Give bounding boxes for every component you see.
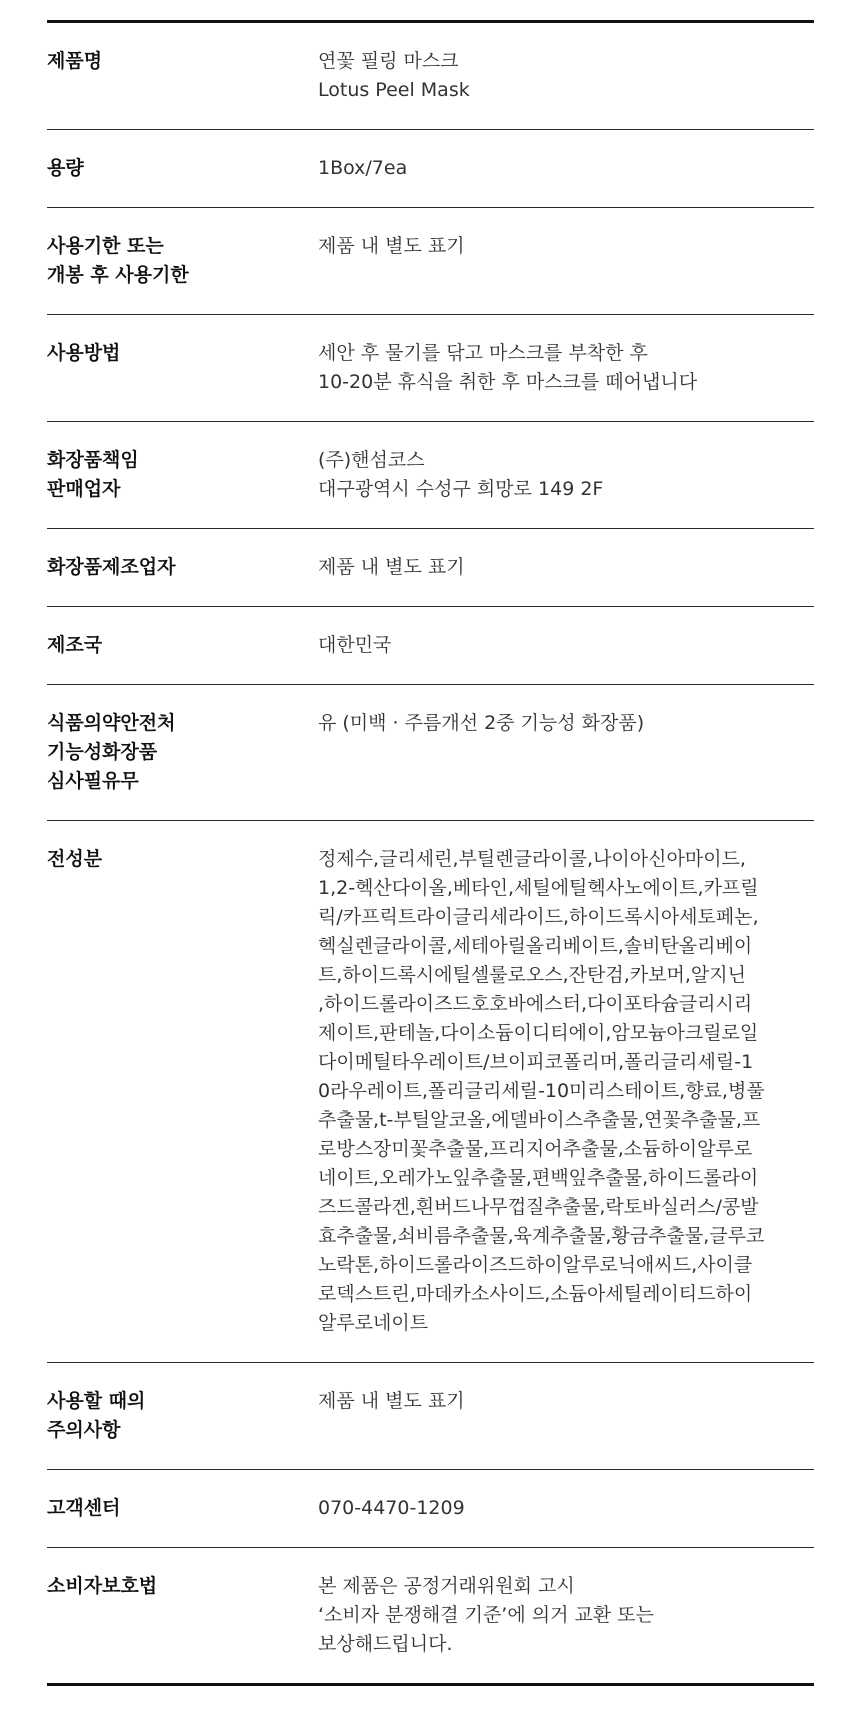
row-label: 사용방법 <box>47 342 121 364</box>
row-responsible-seller <box>47 421 814 528</box>
row-manufacturer <box>47 528 814 606</box>
row-functional-review <box>47 684 814 820</box>
row-precautions <box>47 1362 814 1469</box>
row-label: 소비자보호법 <box>47 1575 158 1597</box>
row-value: 대한민국 <box>318 634 392 656</box>
row-label: 용량 <box>47 157 84 179</box>
row-value: 세안 후 물기를 닦고 마스크를 부착한 후 10-20분 휴식을 취한 후 마스크를 떼어냅니다 <box>318 342 698 393</box>
row-value: 제품 내 별도 표기 <box>318 556 465 578</box>
row-value: 본 제품은 공정거래위원회 고시 ‘소비자 분쟁해결 기준’에 의거 교환 또는 보상해드립니다. <box>318 1575 654 1655</box>
row-customer-center <box>47 1469 814 1547</box>
row-label: 사용할 때의 주의사항 <box>47 1390 146 1441</box>
row-value: 1Box/7ea <box>318 157 408 179</box>
row-label: 화장품책임 판매업자 <box>47 449 139 500</box>
row-volume <box>47 129 814 207</box>
row-label: 화장품제조업자 <box>47 556 176 578</box>
row-expiry <box>47 207 814 314</box>
row-usage <box>47 314 814 421</box>
row-value: 연꽃 필링 마스크 Lotus Peel Mask <box>318 50 470 101</box>
row-value: 제품 내 별도 표기 <box>318 1390 465 1412</box>
product-info-table <box>47 20 814 1686</box>
row-value: (주)핸섬코스 대구광역시 수성구 희망로 149 2F <box>318 449 604 500</box>
customer-phone: 070-4470-1209 <box>318 1497 465 1519</box>
row-product-name <box>47 23 814 129</box>
row-label: 제조국 <box>47 634 103 656</box>
row-country <box>47 606 814 684</box>
row-consumer-protection <box>47 1547 814 1683</box>
row-label: 식품의약안전처 기능성화장품 심사필유무 <box>47 712 176 792</box>
row-value: 유 (미백 · 주름개선 2중 기능성 화장품) <box>318 712 645 734</box>
row-ingredients <box>47 820 814 1362</box>
row-label: 사용기한 또는 개봉 후 사용기한 <box>47 235 189 286</box>
row-value: 제품 내 별도 표기 <box>318 235 465 257</box>
row-label: 고객센터 <box>47 1497 121 1519</box>
row-label: 제품명 <box>47 50 103 72</box>
ingredients-text: 정제수,글리세린,부틸렌글라이콜,나이아신아마이드, 1,2-헥산다이올,베타인,세틸에틸헥사노에이트,카프릴 릭/카프릭트라이글리세라이드,하이드록시아세토페논, 헥실렌글라이콜,세테아릴올리베이트,솔비탄올리베이 트,하이드록시에틸셀룰로오스,잔탄검,카보머,알지닌 ,하이드롤라이즈드호호바에스터,다이포타슘글리시리 제이트,판테놀,다이소듐이디티에이,암모늄아크릴로일 다이메틸타우레이트/브이피코폴리머,폴리글리세릴-1 0라우레이트,폴리글리세릴-10미리스테이트,향료,병풀 추출물,t-부틸알코올,에델바이스추출물,연꽃추출물,프 로방스장미꽃추출물,프리지어추출물,소듐하이알루로 네이트,오레가노잎추출물,편백잎추출물,하이드롤라이 즈드콜라겐,흰버드나무껍질추출물,락토바실러스/콩발 효추출물,쇠비름추출물,육계추출물,황금추출물,글루코 노락톤,하이드롤라이즈드하이알루로닉애씨드,사이클 로덱스트린,마데카소사이드,소듐아세틸레이티드하이 알루로네이트 <box>318 848 765 1334</box>
row-label: 전성분 <box>47 848 103 870</box>
